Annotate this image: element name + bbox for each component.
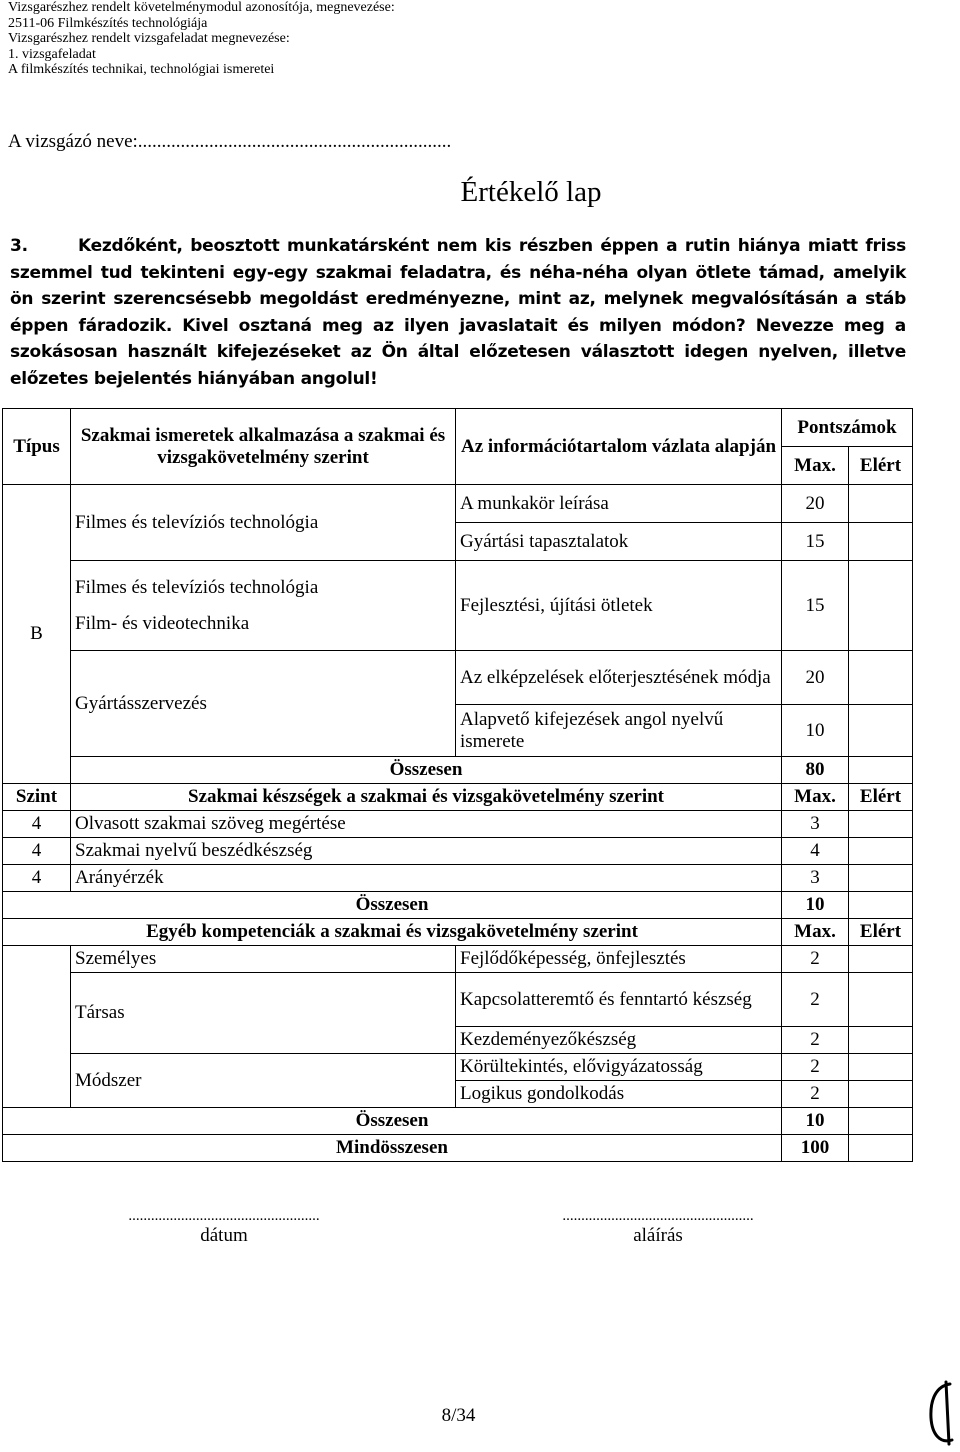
- col-max-header: Max.: [782, 447, 849, 485]
- skill-achieved[interactable]: [849, 865, 913, 892]
- page-number: 8/34: [441, 1405, 476, 1426]
- competence-group: Személyes: [71, 946, 456, 973]
- total-achieved[interactable]: [849, 892, 913, 919]
- skill-name: Arányérzék: [71, 865, 782, 892]
- skill-name: Olvasott szakmai szöveg megértése: [71, 811, 782, 838]
- knowledge-cell: Gyártásszervezés: [71, 651, 456, 757]
- competence-max: 2: [782, 1027, 849, 1054]
- skill-level: 4: [3, 865, 71, 892]
- grand-total-label: Mindösszesen: [3, 1135, 782, 1162]
- skill-level: 4: [3, 838, 71, 865]
- header-module-label: Vizsgarészhez rendelt követelménymodul azonosítója, megnevezése:: [8, 0, 395, 15]
- info-cell: Az elképzelések előterjesztésének módja: [456, 651, 782, 705]
- competence-item: Kezdeményezőkészség: [456, 1027, 782, 1054]
- evaluation-table: [2, 408, 913, 1162]
- col-max-header: Max.: [782, 919, 849, 946]
- achieved-cell[interactable]: [849, 485, 913, 523]
- col-achieved-header: Elért: [849, 784, 913, 811]
- competence-achieved[interactable]: [849, 946, 913, 973]
- knowledge-cell: [71, 561, 456, 651]
- info-cell: Fejlesztési, újítási ötletek: [456, 561, 782, 651]
- max-cell: 10: [782, 705, 849, 757]
- competence-max: 2: [782, 973, 849, 1027]
- skill-level: 4: [3, 811, 71, 838]
- handwritten-initial-mark: [922, 1378, 960, 1448]
- skill-achieved[interactable]: [849, 811, 913, 838]
- total-max: 80: [782, 757, 849, 784]
- col-knowledge-header: Szakmai ismeretek alkalmazása a szakmai és vizsgakövetelmény szerint: [71, 409, 456, 485]
- max-cell: 15: [782, 561, 849, 651]
- question-body: Kezdőként, beosztott munkatársként nem kis részben éppen a rutin hiánya miatt friss szemmel tud tekinteni egy-egy szakmai feladatra, és néha-néha olyan ötlete támad, amelyik ön szerint szerencsésebb megoldást eredményezne, mint az, melynek megvalósításán a stáb éppen fáradozik. Kivel osztaná meg az ilyen javaslatait és milyen módon? Nevezze meg a szokásosan használt kifejezéseket az Ön által előzetesen választott idegen nyelven, illetve előzetes bejelentés hiányában angolul!: [10, 236, 906, 389]
- document-header: [8, 0, 395, 78]
- achieved-cell[interactable]: [849, 651, 913, 705]
- date-line[interactable]: ...................................................: [128, 1208, 320, 1224]
- max-cell: 20: [782, 651, 849, 705]
- col-achieved-header: Elért: [849, 447, 913, 485]
- competence-max: 2: [782, 1081, 849, 1108]
- competence-group: Módszer: [71, 1054, 456, 1108]
- grand-total-max: 100: [782, 1135, 849, 1162]
- total-label: Összesen: [3, 1108, 782, 1135]
- achieved-cell[interactable]: [849, 705, 913, 757]
- total-label: Összesen: [3, 892, 782, 919]
- col-info-header: Az információtartalom vázlata alapján: [456, 409, 782, 485]
- col-points-header: Pontszámok: [782, 409, 913, 447]
- competence-item: Kapcsolatteremtő és fenntartó készség: [456, 973, 782, 1027]
- header-module-id: 2511-06 Filmkészítés technológiája: [8, 15, 208, 31]
- competence-achieved[interactable]: [849, 1081, 913, 1108]
- competence-max: 2: [782, 946, 849, 973]
- total-achieved[interactable]: [849, 1108, 913, 1135]
- date-signature-block: [84, 1208, 364, 1247]
- knowledge-cell: Filmes és televíziós technológia: [71, 485, 456, 561]
- info-cell: Gyártási tapasztalatok: [456, 523, 782, 561]
- col-level-header: Szint: [3, 784, 71, 811]
- header-task-name: A filmkészítés technikai, technológiai ismeretei: [8, 62, 275, 77]
- competence-achieved[interactable]: [849, 973, 913, 1027]
- skill-max: 3: [782, 811, 849, 838]
- competence-item: Fejlődőképesség, önfejlesztés: [456, 946, 782, 973]
- competence-group: Társas: [71, 973, 456, 1054]
- signature-line[interactable]: ...................................................: [562, 1208, 754, 1224]
- info-cell: A munkakör leírása: [456, 485, 782, 523]
- competence-achieved[interactable]: [849, 1027, 913, 1054]
- type-cell: B: [3, 485, 71, 784]
- date-label: dátum: [200, 1225, 248, 1246]
- skill-name: Szakmai nyelvű beszédkészség: [71, 838, 782, 865]
- competence-max: 2: [782, 1054, 849, 1081]
- grand-total-achieved[interactable]: [849, 1135, 913, 1162]
- achieved-cell[interactable]: [849, 561, 913, 651]
- max-cell: 15: [782, 523, 849, 561]
- header-task-number: 1. vizsgafeladat: [8, 46, 96, 62]
- col-achieved-header: Elért: [849, 919, 913, 946]
- total-max: 10: [782, 892, 849, 919]
- col-other-header: Egyéb kompetenciák a szakmai és vizsgakövetelmény szerint: [3, 919, 782, 946]
- signature-label: aláírás: [633, 1225, 683, 1246]
- sign-signature-block: [518, 1208, 798, 1247]
- max-cell: 20: [782, 485, 849, 523]
- candidate-name-line[interactable]: A vizsgázó neve:..................................................................: [8, 131, 452, 152]
- knowledge-line: Filmes és televíziós technológia: [75, 576, 319, 598]
- header-task-label: Vizsgarészhez rendelt vizsgafeladat megnevezése:: [8, 31, 290, 46]
- knowledge-line: Film- és videotechnika: [75, 612, 250, 634]
- col-type-header: Típus: [3, 409, 71, 485]
- skill-achieved[interactable]: [849, 838, 913, 865]
- col-max-header: Max.: [782, 784, 849, 811]
- question-number: 3.: [10, 236, 28, 256]
- competence-achieved[interactable]: [849, 1054, 913, 1081]
- question-text: [10, 233, 906, 392]
- competence-item: Logikus gondolkodás: [456, 1081, 782, 1108]
- col-skills-header: Szakmai készségek a szakmai és vizsgakövetelmény szerint: [71, 784, 782, 811]
- info-cell: Alapvető kifejezések angol nyelvű ismerete: [456, 705, 782, 757]
- page-title: Értékelő lap: [460, 176, 602, 208]
- skill-max: 3: [782, 865, 849, 892]
- total-label: Összesen: [71, 757, 782, 784]
- competence-item: Körültekintés, elővigyázatosság: [456, 1054, 782, 1081]
- total-max: 10: [782, 1108, 849, 1135]
- skill-max: 4: [782, 838, 849, 865]
- total-achieved[interactable]: [849, 757, 913, 784]
- achieved-cell[interactable]: [849, 523, 913, 561]
